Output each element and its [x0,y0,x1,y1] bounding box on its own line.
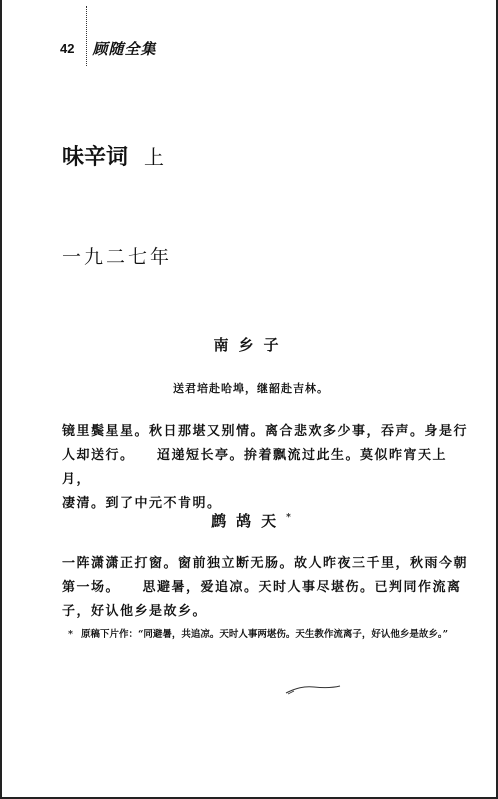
page-number: 42 [60,41,75,56]
poem-line: 子，好认他乡是故乡。 [62,604,208,619]
section-subtitle: 上 [144,145,165,169]
poem-title [2,510,498,531]
poem-title: 南乡子 [213,336,289,354]
poem-preface: 送君培赴哈埠，继韶赴吉林。 [173,382,329,395]
poem-body [62,420,472,516]
footnote-text: 原稿下片作：“同避暑，共追凉。天时人事两堪伤。天生教作流离子，好认他乡是故乡。” [80,629,449,640]
footnote-star: * [68,629,73,640]
poem-title-text: 鹧鸪天 [211,512,287,530]
year-heading: 一九二七年 [62,246,173,268]
page-header [60,38,156,59]
poem-line: 人却送行。 迢递短长亭。拚着飘流过此生。莫似昨宵天上月， [62,448,448,487]
section-title [62,140,164,171]
book-title: 顾随全集 [92,40,157,58]
poem-line: 镜里鬓星星。秋日那堪又别情。离合悲欢多少事，吞声。身是行 [62,424,469,439]
header-divider [86,6,87,66]
section-title-text: 味辛词 [62,144,129,170]
poem-line: 凄清。到了中元不肯明。 [62,496,222,511]
footnote [68,626,478,644]
poem-line: 一阵潇潇正打窗。窗前独立断无肠。故人昨夜三千里，秋雨今朝 [62,556,469,571]
poem-line: 第一场。 思避暑，爱追凉。天时人事尽堪伤。已判同作流离 [62,580,462,595]
poem-body [62,552,472,624]
pen-mark-icon [284,682,344,696]
footnote-reference: * [286,513,291,523]
